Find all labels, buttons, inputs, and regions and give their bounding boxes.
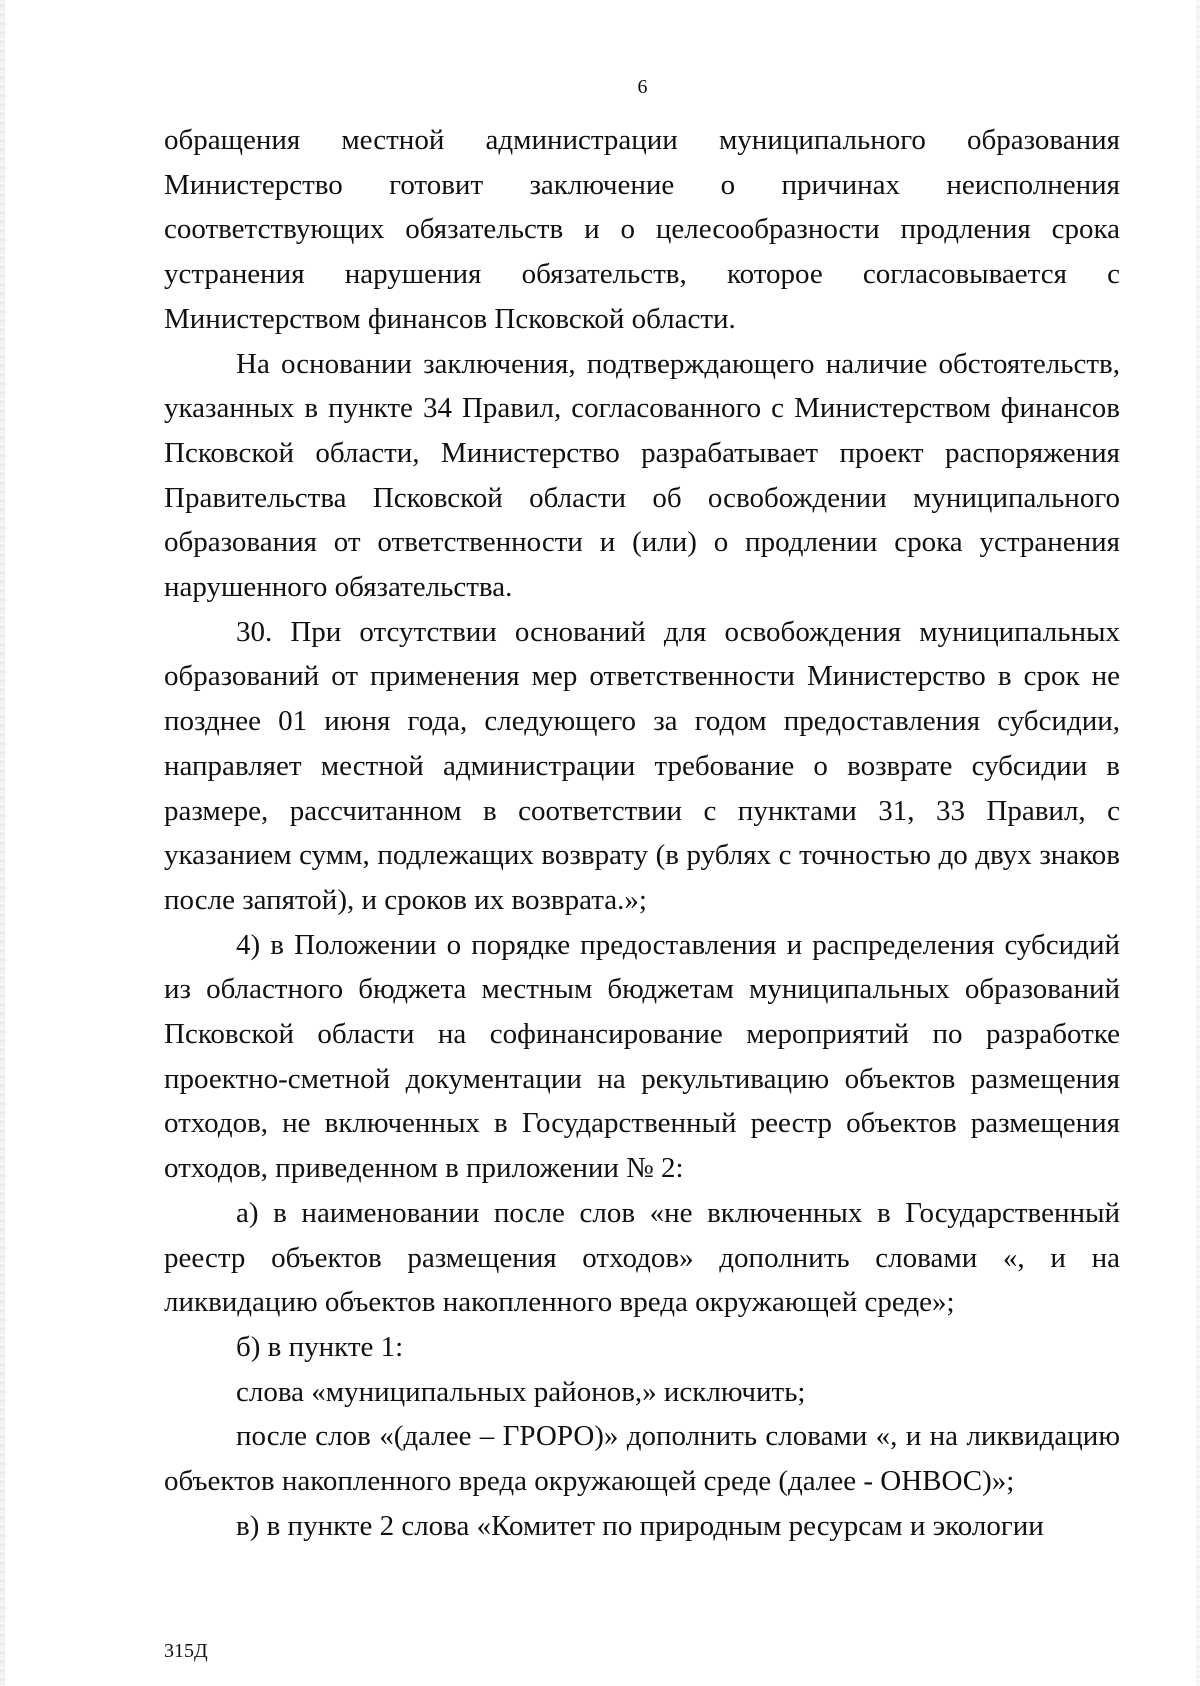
scan-edge-right [1196,0,1200,1686]
paragraph-3-item-30: 30. При отсутствии оснований для освобождения муниципальных образований от применения мер ответственности Министерство в срок не позднее 01 июня года, следующего за годом предоставления субсидии, направляет местной администрации требование о возврате субсидии в размере, рассчитанном в соответствии с пунктами 31, 33 Правил, с указанием сумм, подлежащих возврату (в рублях с точностью до двух знаков после запятой), и сроков их возврата.»; [164,615,1120,916]
paragraph-5-subitem-a: а) в наименовании после слов «не включенных в Государственный реестр объектов размещения отходов» дополнить словами «, и на ликвидацию объектов накопленного вреда окружающей среде»; [164,1196,1120,1319]
paragraph-1: обращения местной администрации муниципального образования Министерство готовит заключение о причинах неисполнения соответствующих обязательств и о целесообразности продления срока устранения нарушения обязательств, которое согласовывается с Министерством финансов Псковской области. [164,124,1120,335]
scan-edge-left [0,0,5,1686]
paragraph-6-subitem-b: б) в пункте 1: [236,1330,404,1363]
document-body [164,118,1120,1549]
paragraph-8: после слов «(далее – ГРОРО)» дополнить словами «, и на ликвидацию объектов накопленного вреда окружающей среде (далее - ОНВОС)»; [164,1420,1120,1498]
paragraph-2: На основании заключения, подтверждающего наличие обстоятельств, указанных в пункте 34 Правил, согласованного с Министерством финансов Псковской области, Министерство разрабатывает проект распоряжения Правительства Псковской области об освобождении муниципального образования от ответственности и (или) о продлении срока устранения нарушенного обязательства. [164,347,1120,604]
page-number: 6 [637,76,648,98]
paragraph-7: слова «муниципальных районов,» исключить; [236,1375,806,1408]
paragraph-4-item-4: 4) в Положении о порядке предоставления и распределения субсидий из областного бюджета местным бюджетам муниципальных образований Псковской области на софинансирование мероприятий по разработке проектно-сметной документации на рекультивацию объектов размещения отходов, не включенных в Государственный реестр объектов размещения отходов, приведенном в приложении № 2: [164,928,1120,1185]
document-code: 315Д [164,1640,208,1662]
paragraph-9-subitem-v: в) в пункте 2 слова «Комитет по природным ресурсам и экологии [236,1509,1044,1542]
